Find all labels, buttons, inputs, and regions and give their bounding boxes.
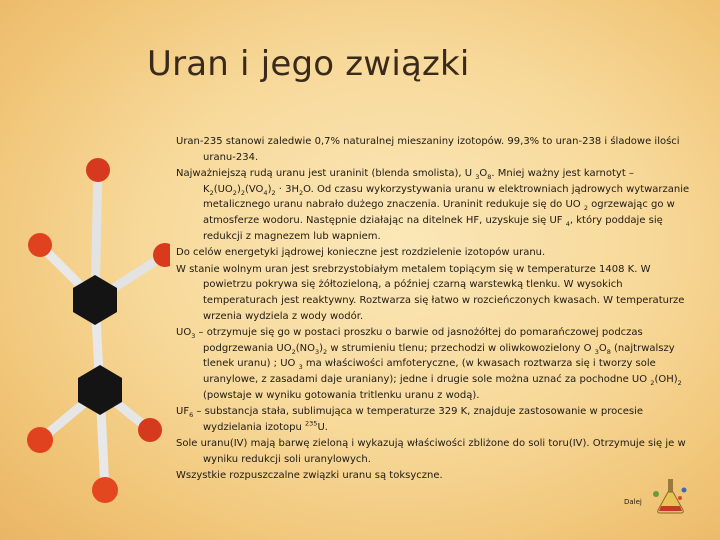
subscript: 2 [583, 204, 588, 213]
text-run: Sole uranu(IV) mają barwę zieloną i wykazują właściwości zbliżone do soli toru(IV). Otrzymuje się je w wyniku redukcji soli uranylowych. [176, 438, 686, 465]
text-run: (powstaje w wyniku gotowania tritlenku uranu z wodą). [203, 389, 480, 401]
text-run: (VO [244, 183, 264, 195]
text-run: ) [267, 183, 272, 195]
subscript: 4 [565, 219, 570, 228]
subscript: 2 [240, 188, 245, 197]
text-run: Uran-235 stanowi zaledwie 0,7% naturalnej mieszaniny izotopów. 99,3% to uran-238 i śladowe ilości uranu-234. [176, 136, 680, 163]
subscript: 2 [232, 188, 237, 197]
text-run: – otrzymuje się go w postaci proszku o barwie od jasnożółtej do pomarańczowej podczas podgrzewania UO [195, 327, 643, 354]
subscript: 8 [606, 347, 611, 356]
text-run: O. Od czasu wykorzystywania uranu w elektrowniach jądrowych wytwarzanie metalicznego uranu nabrało dużego znaczenia. Uraninit redukuje się do UO [203, 183, 690, 211]
subscript: 2 [291, 347, 296, 356]
text-run: (OH) [654, 373, 678, 385]
subscript: 2 [299, 188, 304, 197]
subscript: 6 [189, 411, 194, 420]
flask-next-icon[interactable] [650, 476, 690, 516]
subscript: 2 [650, 378, 655, 387]
text-run: (najtrwalszy tlenek uranu) ; UO [203, 342, 675, 370]
text-run: U. [317, 421, 328, 433]
text-run: UO [176, 327, 192, 339]
text-run: Wszystkie rozpuszczalne związki uranu są toksyczne. [176, 470, 443, 482]
text-run: – substancja stała, sublimująca w temperaturze 329 K, znajduje zastosowanie w procesie wydzielania izotopu [193, 406, 644, 433]
text-run: O [598, 342, 607, 354]
text-run: ogrzewając go w atmosferze wodoru. Następnie działając na ditelnek HF, uzyskuje się UF [203, 199, 675, 226]
paragraph [176, 325, 692, 403]
slide-body [176, 134, 692, 485]
text-run: Do celów energetyki jądrowej konieczne jest rozdzielenie izotopów uranu. [176, 247, 546, 259]
slide-title: Uran i jego związki [147, 44, 470, 84]
text-run: UF [176, 406, 190, 418]
subscript: 2 [271, 188, 276, 197]
next-button-label[interactable]: Dalej [624, 498, 642, 506]
subscript: 3 [298, 363, 303, 372]
text-run: (NO [295, 342, 315, 354]
paragraph [176, 436, 692, 467]
paragraph [176, 134, 692, 165]
text-run: (UO [213, 183, 233, 195]
subscript: 3 [191, 332, 196, 341]
subscript: 8 [487, 173, 492, 182]
subscript: 3 [594, 347, 599, 356]
paragraph [176, 262, 692, 324]
text-run: w strumieniu tlenu; przechodzi w oliwkowozielony O [327, 342, 595, 354]
subscript: 2 [323, 347, 328, 356]
subscript: 2 [677, 378, 682, 387]
paragraph [176, 404, 692, 435]
text-run: ma właściwości amfoteryczne, (w kwasach roztwarza się i tworzy sole uranylowe, z zasadami daje uraniany); jedne i drugie sole można uznać za pochodne UO [203, 358, 656, 385]
paragraph [176, 468, 692, 484]
superscript: 235 [305, 419, 318, 428]
text-run: W stanie wolnym uran jest srebrzystobiałym metalem topiącym się w temperaturze 1408 K. W powietrzu pokrywa się żółtozieloną, a później czarną warstewką tlenku. W wysokich temperaturach jest reaktywny. Roztwarza się łatwo w rozcieńczonych kwasach. W temperaturze wrzenia wydziela z wody wodór. [176, 263, 685, 322]
text-run: . Mniej ważny jest karnotyt – K [203, 168, 634, 195]
text-run: , który poddaje się redukcji z magnezem lub wapniem. [203, 214, 663, 242]
text-run: ) [319, 342, 324, 354]
text-run: Najważniejszą rudą uranu jest uraninit (blenda smolista), U [176, 168, 476, 180]
subscript: 4 [263, 188, 268, 197]
paragraph [176, 166, 692, 244]
text-run: ) [236, 183, 241, 195]
subscript: 3 [475, 173, 480, 182]
subscript: 3 [315, 347, 320, 356]
paragraph [176, 245, 692, 261]
molecule-model-image [0, 150, 170, 540]
text-run: O [479, 168, 488, 180]
subscript: 2 [209, 188, 214, 197]
text-run: · 3H [275, 183, 300, 195]
